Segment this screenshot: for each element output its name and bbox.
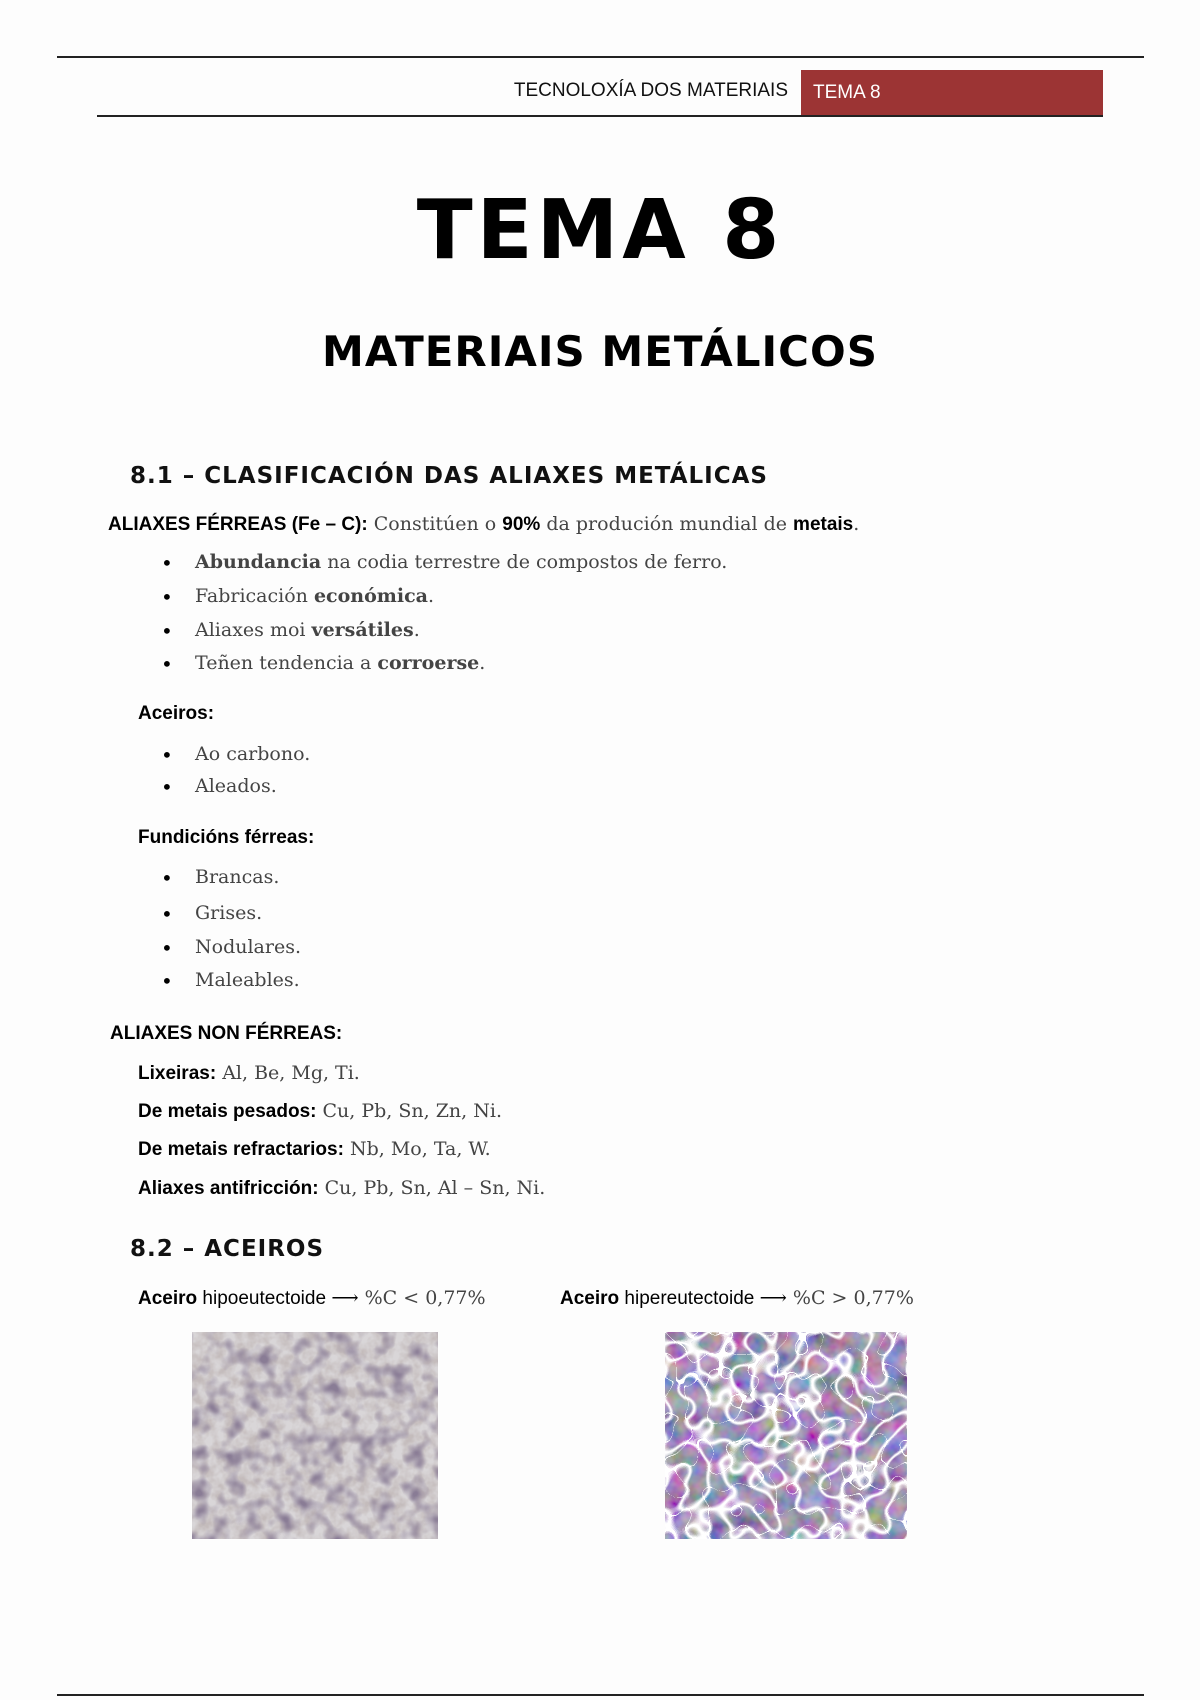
fundicions-label: Fundicións férreas: [138,827,315,848]
page-title: TEMA 8 [416,183,784,278]
hipereutectoide-micrograph [665,1332,907,1539]
non-ferreas-row: Aliaxes antifricción: Cu, Pb, Sn, Al – Sn, Ni. [138,1177,546,1199]
section-heading-8-1: 8.1 – CLASIFICACIÓN DAS ALIAXES METÁLICAS [130,463,768,489]
non-ferreas-row: Lixeiras: Al, Be, Mg, Ti. [138,1062,360,1084]
section-heading-8-2: 8.2 – ACEIROS [130,1236,325,1262]
list-item: • Nodulares. [195,936,301,958]
list-item: • Aleados. [195,775,277,797]
list-item: • Fabricación económica. [195,585,434,607]
page-subtitle: MATERIAIS METÁLICOS [322,327,878,376]
non-ferreas-label: ALIAXES NON FÉRREAS: [110,1023,343,1044]
top-rule [57,56,1144,58]
aceiros-label: Aceiros: [138,703,215,724]
list-item: • Brancas. [195,866,279,888]
list-item: • Grises. [195,902,262,924]
list-item: • Ao carbono. [195,743,310,765]
ferreas-line: ALIAXES FÉRREAS (Fe – C): Constitúen o 90% da produción mundial de metais. [108,513,860,535]
page-header [97,70,1103,117]
list-item: • Abundancia na codia terrestre de compostos de ferro. [195,551,727,573]
course-title: TECNOLOXÍA DOS MATERIAIS [513,80,788,101]
non-ferreas-row: De metais refractarios: Nb, Mo, Ta, W. [138,1138,491,1160]
hipoeutectoide-caption: Aceiro hipoeutectoide ⟶ %C < 0,77% [138,1287,486,1309]
list-item: • Aliaxes moi versátiles. [195,619,420,641]
list-item: • Teñen tendencia a corroerse. [195,652,485,674]
non-ferreas-row: De metais pesados: Cu, Pb, Sn, Zn, Ni. [138,1100,502,1122]
hipoeutectoide-micrograph [192,1332,438,1539]
bottom-rule [57,1694,1144,1696]
chapter-badge: TEMA 8 [801,70,1103,115]
ferreas-label: ALIAXES FÉRREAS (Fe – C): [108,514,368,535]
list-item: • Maleables. [195,969,300,991]
hipereutectoide-caption: Aceiro hipereutectoide ⟶ %C > 0,77% [560,1287,914,1309]
